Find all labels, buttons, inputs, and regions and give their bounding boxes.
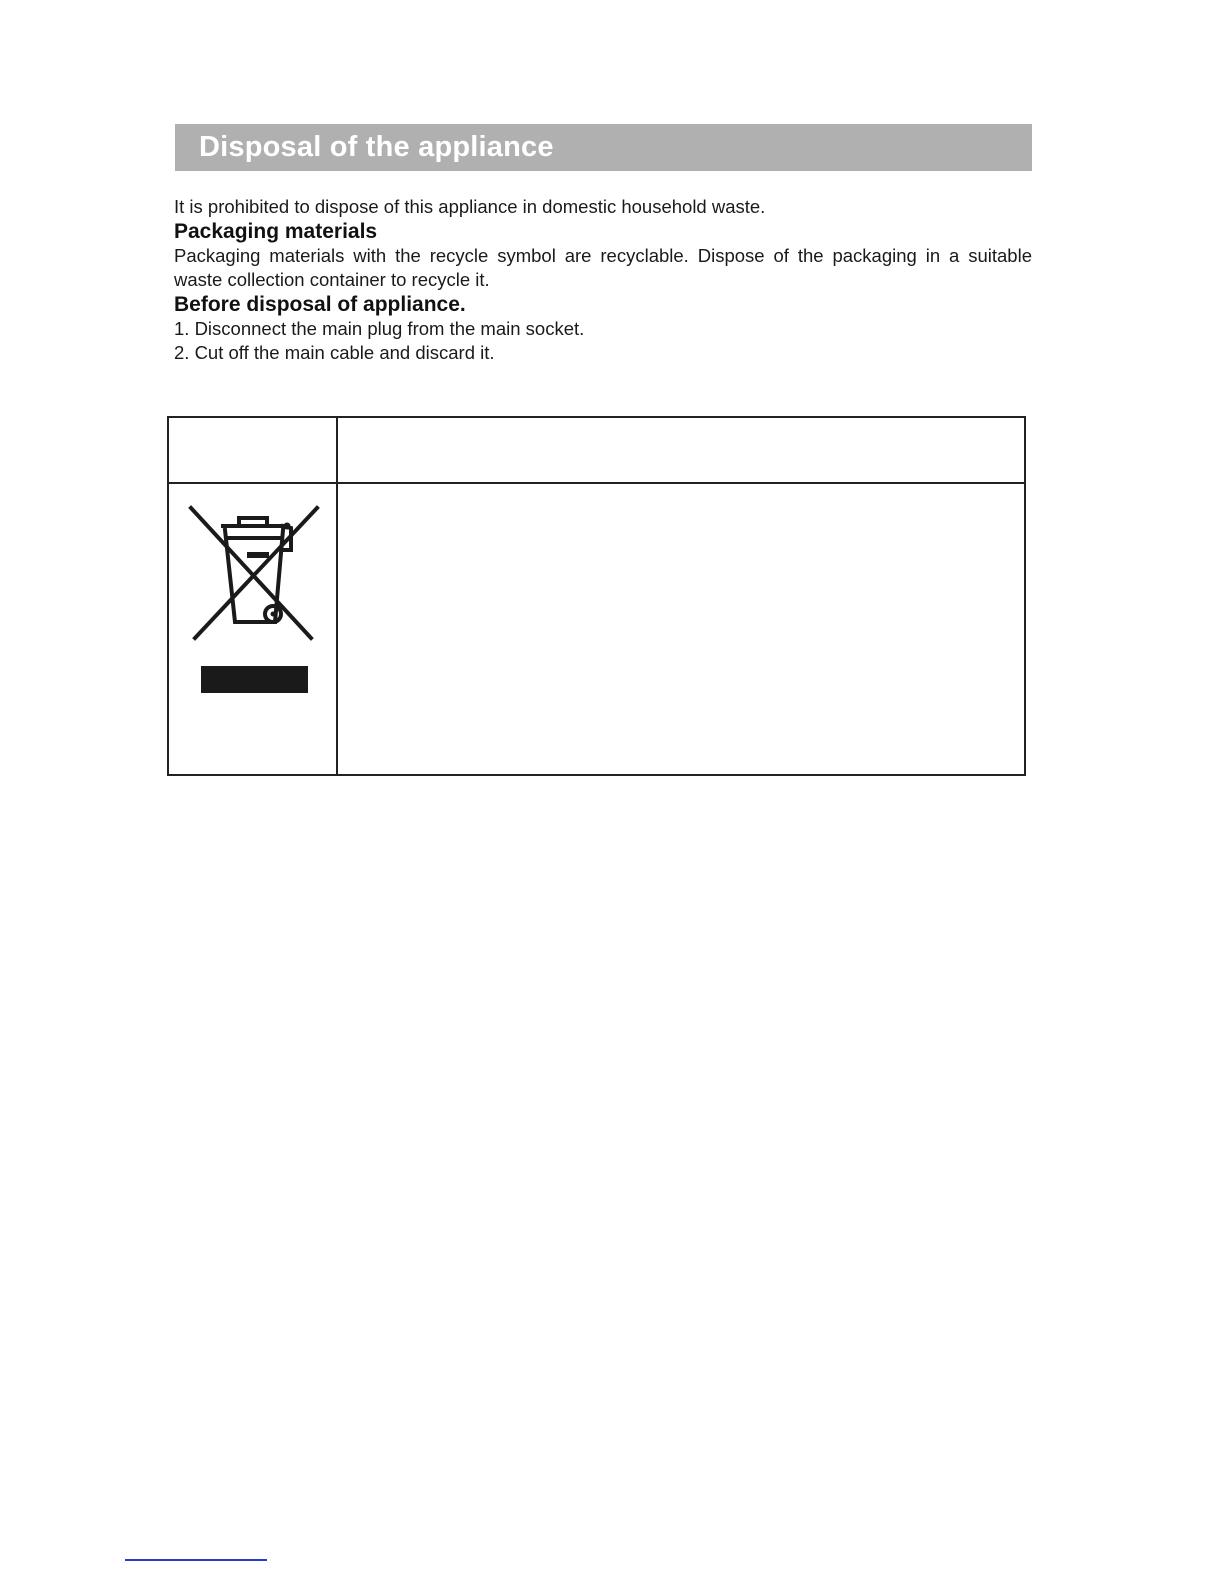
section-title: Disposal of the appliance — [199, 131, 554, 163]
table-header-right-cell — [338, 418, 1024, 482]
step-item: 2. Cut off the main cable and discard it. — [174, 342, 495, 363]
table-description-cell — [338, 484, 1024, 774]
disposal-content — [174, 195, 1032, 366]
packaging-heading: Packaging materials — [174, 219, 378, 243]
intro-text: It is prohibited to dispose of this appliance in domestic household waste. — [174, 196, 766, 217]
black-bar-mark — [201, 666, 308, 693]
weee-table — [167, 416, 1026, 776]
crossed-out-wheelie-bin-icon — [187, 504, 323, 644]
footer-rule — [125, 1559, 267, 1561]
table-symbol-cell — [169, 484, 336, 774]
section-header-banner — [175, 124, 1032, 171]
table-header-left-cell — [169, 418, 336, 482]
packaging-text: Packaging materials with the recycle symbol are recyclable. Dispose of the packaging in a suitable waste collection container to recycle it. — [174, 244, 1032, 290]
before-disposal-heading: Before disposal of appliance. — [174, 292, 466, 316]
step-item: 1. Disconnect the main plug from the main socket. — [174, 317, 585, 339]
